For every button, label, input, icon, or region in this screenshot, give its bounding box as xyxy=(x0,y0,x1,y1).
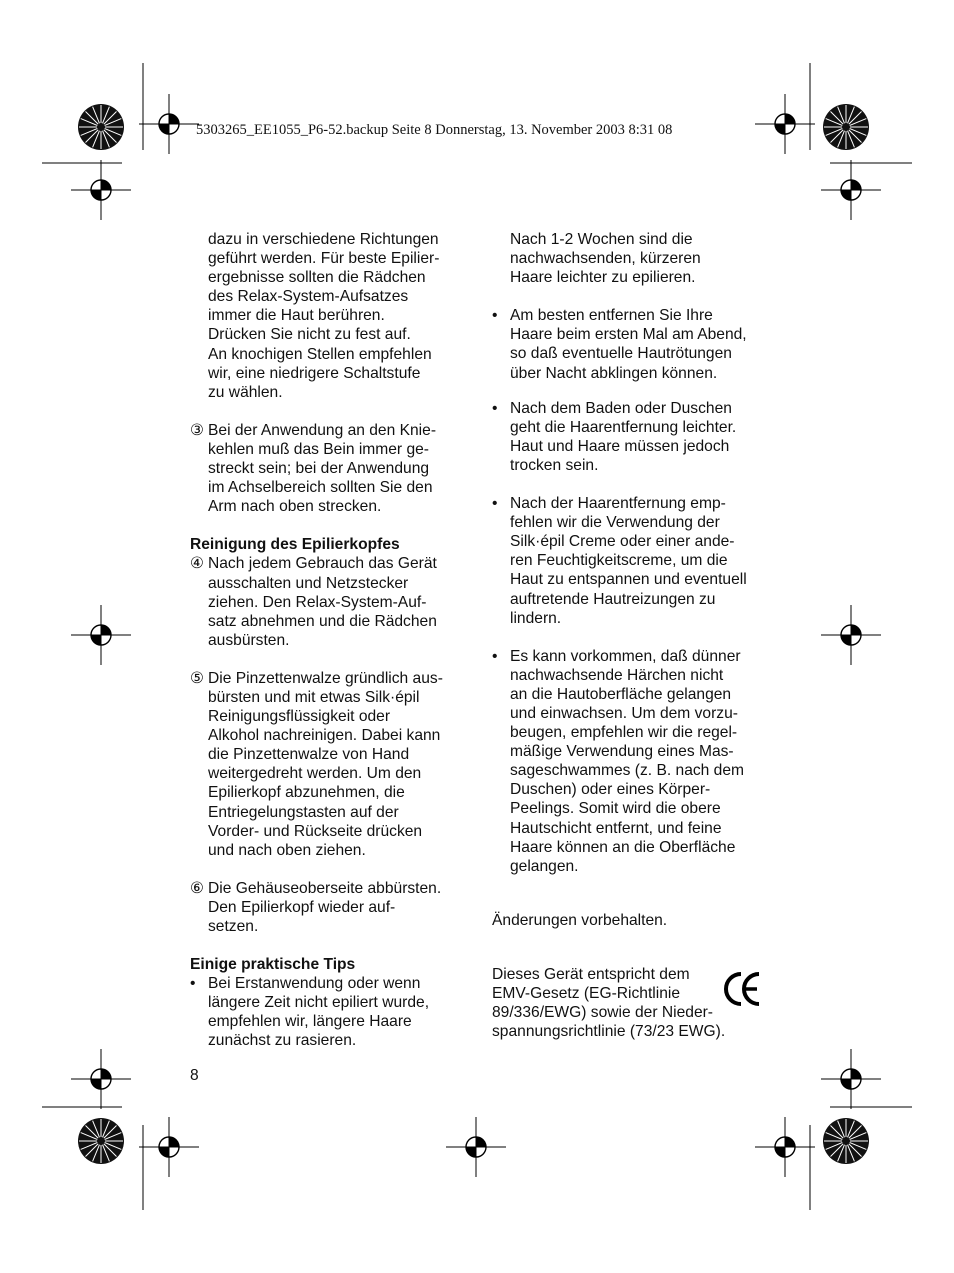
right-column xyxy=(492,230,777,1041)
text-line: zunächst zu rasieren. xyxy=(208,1032,357,1050)
starburst-mark-bottom-left xyxy=(78,1118,124,1164)
text-line: an die Hautoberfläche gelangen xyxy=(510,685,732,703)
registration-cross-mark xyxy=(139,94,199,154)
registration-cross-mark xyxy=(446,1117,506,1177)
text-line: Dieses Gerät entspricht dem xyxy=(492,965,690,983)
text-line: kehlen muß das Bein immer ge- xyxy=(208,440,430,458)
text-line: sageschwammes (z. B. nach dem xyxy=(510,762,744,780)
text-line: Am besten entfernen Sie Ihre xyxy=(510,307,713,325)
text-line: geht die Haarentfernung leichter. xyxy=(510,418,737,436)
text-line: ausschalten und Netzstecker xyxy=(208,574,409,592)
text-line: Nach 1-2 Wochen sind die xyxy=(510,231,693,248)
left-column xyxy=(190,230,480,1051)
step-6 xyxy=(190,879,480,936)
text-line: Es kann vorkommen, daß dünner xyxy=(510,647,741,665)
text-line: Nach dem Baden oder Duschen xyxy=(510,399,732,417)
text-line: Bei der Anwendung an den Knie- xyxy=(208,421,437,439)
text-line: immer die Haut berühren. xyxy=(208,307,385,325)
text-line: EMV-Gesetz (EG-Richtlinie xyxy=(492,985,681,1002)
registration-cross-mark xyxy=(139,1117,199,1177)
text-line: Nach jedem Gebrauch das Gerät xyxy=(208,555,437,573)
text-line: wir, eine niedrigere Schaltstufe xyxy=(208,364,421,382)
intro-paragraph xyxy=(190,230,480,402)
text-line: nachwachsenden, kürzeren xyxy=(510,250,701,268)
text-line: Bei Erstanwendung oder wenn xyxy=(208,975,421,993)
starburst-mark-top-right xyxy=(823,104,869,150)
tip-item-2 xyxy=(492,306,777,382)
bullet-icon: • xyxy=(492,647,498,665)
text-line: über Nacht abklingen können. xyxy=(510,364,718,382)
text-line: Die Gehäuseoberseite abbürsten. xyxy=(208,879,442,897)
registration-cross-mark xyxy=(71,605,131,665)
text-line: mäßige Verwendung eines Mas- xyxy=(510,743,734,761)
registration-cross-mark xyxy=(71,1049,131,1109)
conformity-statement xyxy=(492,965,777,1041)
text-line: dazu in verschiedene Richtungen xyxy=(208,231,439,248)
text-line: und einwachsen. Um dem vorzu- xyxy=(510,704,738,722)
step-3 xyxy=(190,421,480,516)
text-line: Haare leichter zu epilieren. xyxy=(510,269,696,287)
tip-item-5 xyxy=(492,647,777,876)
registration-cross-mark xyxy=(821,160,881,220)
text-line: Haare können an die Oberfläche xyxy=(510,838,736,856)
tip-item-1 xyxy=(190,974,480,1050)
text-line: streckt sein; bei der Anwendung xyxy=(208,460,430,478)
text-line: Alkohol nachreinigen. Dabei kann xyxy=(208,727,441,745)
text-line: lindern. xyxy=(510,609,562,627)
step-number: ③ xyxy=(190,421,204,439)
text-line: die Pinzettenwalze von Hand xyxy=(208,746,410,764)
text-line: längere Zeit nicht epiliert wurde, xyxy=(208,994,430,1012)
text-line: Nach der Haarentfernung emp- xyxy=(510,495,726,513)
text-line: empfehlen wir, längere Haare xyxy=(208,1013,412,1031)
text-line: satz abnehmen und die Rädchen xyxy=(208,612,437,630)
registration-cross-mark xyxy=(821,1049,881,1109)
registration-cross-mark xyxy=(821,605,881,665)
text-line: Haut und Haare müssen jedoch xyxy=(510,437,730,455)
text-line: auftretende Hautreizungen zu xyxy=(510,590,716,608)
step-4 xyxy=(190,554,480,649)
text-line: ren Feuchtigkeitscreme, um die xyxy=(510,552,728,570)
bullet-icon: • xyxy=(492,495,498,513)
text-line: und nach oben ziehen. xyxy=(208,841,366,859)
section-heading-tips: Einige praktische Tips xyxy=(190,956,356,974)
bullet-icon: • xyxy=(492,399,498,417)
text-line: Haare beim ersten Mal am Abend, xyxy=(510,326,747,344)
text-line: zu wählen. xyxy=(208,383,283,401)
bullet-icon: • xyxy=(492,307,498,325)
text-line: Reinigungsflüssigkeit oder xyxy=(208,708,391,726)
text-line: setzen. xyxy=(208,918,259,935)
starburst-mark-top-left xyxy=(78,104,124,150)
tip-item-3 xyxy=(492,399,777,475)
page-number: 8 xyxy=(190,1067,199,1084)
bullet-icon: • xyxy=(190,975,196,993)
print-header-file-line: 5303265_EE1055_P6-52.backup Seite 8 Donnerstag, 13. November 2003 8:31 08 xyxy=(196,122,673,138)
ce-mark-icon xyxy=(724,971,762,1007)
text-line: Peelings. Somit wird die obere xyxy=(510,800,721,818)
text-line: An knochigen Stellen empfehlen xyxy=(208,345,432,363)
text-line: Epilierkopf abzunehmen, die xyxy=(208,784,405,802)
text-line: spannungsrichtlinie (73/23 EWG). xyxy=(492,1023,726,1041)
text-line: Hautschicht entfernt, und feine xyxy=(510,819,722,837)
text-line: Den Epilierkopf wieder auf- xyxy=(208,898,396,916)
text-line: im Achselbereich sollten Sie den xyxy=(208,479,433,497)
registration-cross-mark xyxy=(755,94,815,154)
step-number: ⑥ xyxy=(190,879,204,897)
tip-item-4 xyxy=(492,494,777,628)
text-line: so daß eventuelle Hautrötungen xyxy=(510,345,732,363)
text-line: ergebnisse sollten die Rädchen xyxy=(208,269,426,287)
text-line: des Relax-System-Aufsatzes xyxy=(208,288,409,306)
text-line: geführt werden. Für beste Epilier- xyxy=(208,250,440,268)
text-line: gelangen. xyxy=(510,857,579,875)
step-number: ⑤ xyxy=(190,669,204,687)
starburst-mark-bottom-right xyxy=(823,1118,869,1164)
text-line: 89/336/EWG) sowie der Nieder- xyxy=(492,1004,714,1022)
text-line: Silk·épil Creme oder einer ande- xyxy=(510,533,735,551)
text-line: Arm nach oben strecken. xyxy=(208,498,382,516)
text-line: ziehen. Den Relax-System-Auf- xyxy=(208,593,427,611)
text-line: beugen, empfehlen wir die regel- xyxy=(510,724,738,742)
text-line: Haut zu entspannen und eventuell xyxy=(510,571,747,589)
registration-cross-mark xyxy=(755,1117,815,1177)
text-line: trocken sein. xyxy=(510,456,599,474)
tip-1-continuation xyxy=(492,230,777,287)
text-line: Drücken Sie nicht zu fest auf. xyxy=(208,326,411,344)
step-number: ④ xyxy=(190,555,204,573)
text-line: Die Pinzettenwalze gründlich aus- xyxy=(208,669,443,687)
changes-reserved-note: Änderungen vorbehalten. xyxy=(492,911,668,929)
text-line: Entriegelungstasten auf der xyxy=(208,803,399,821)
text-line: nachwachsende Härchen nicht xyxy=(510,666,724,684)
text-line: Vorder- und Rückseite drücken xyxy=(208,822,423,840)
text-line: fehlen wir die Verwendung der xyxy=(510,514,720,532)
text-line: weitergedreht werden. Um den xyxy=(208,765,422,783)
registration-cross-mark xyxy=(71,160,131,220)
text-line: Duschen) oder eines Körper- xyxy=(510,781,711,799)
step-5 xyxy=(190,669,480,860)
text-line: ausbürsten. xyxy=(208,631,290,649)
section-heading-cleaning: Reinigung des Epilierkopfes xyxy=(190,536,400,554)
text-line: bürsten und mit etwas Silk·épil xyxy=(208,688,420,706)
